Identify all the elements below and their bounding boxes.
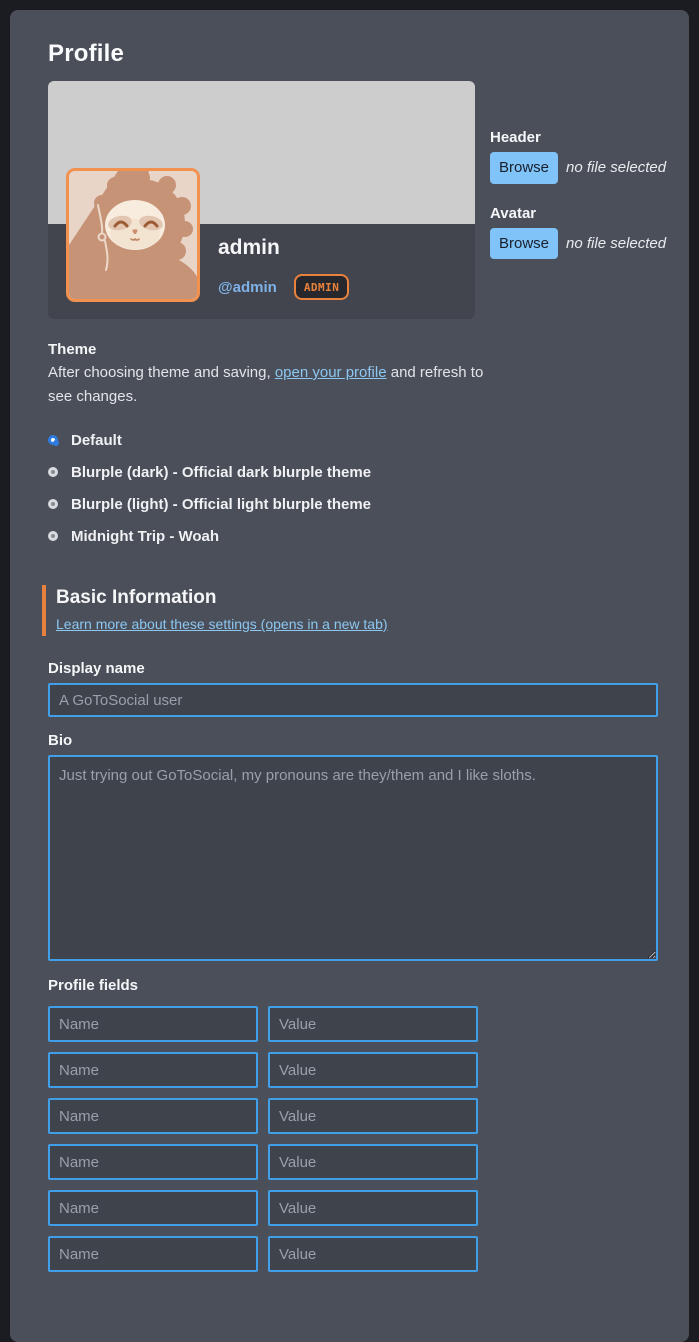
field-name-input[interactable] <box>48 1190 258 1226</box>
theme-option-label[interactable]: Blurple (light) - Official light blurple theme <box>71 495 371 513</box>
profile-field-row <box>48 1236 658 1272</box>
theme-description-before: After choosing theme and saving, <box>48 364 275 381</box>
display-name-input[interactable] <box>48 683 658 717</box>
field-value-input[interactable] <box>268 1190 478 1226</box>
bio-textarea[interactable] <box>48 755 658 961</box>
sloth-avatar-icon <box>69 171 197 299</box>
theme-option-label[interactable]: Default <box>71 431 122 449</box>
profile-avatar <box>66 168 200 302</box>
profile-fields-label: Profile fields <box>48 977 139 994</box>
field-name-input[interactable] <box>48 1236 258 1272</box>
radio-button-icon[interactable] <box>48 499 58 509</box>
avatar-browse-button[interactable]: Browse <box>490 228 558 260</box>
avatar-file-status: no file selected <box>566 234 667 252</box>
theme-section <box>48 341 658 552</box>
profile-card-names <box>218 237 349 300</box>
field-value-input[interactable] <box>268 1052 478 1088</box>
header-upload-label: Header <box>490 129 541 146</box>
header-browse-button[interactable]: Browse <box>490 152 558 184</box>
profile-settings-panel <box>10 10 689 1342</box>
card-display-name: admin <box>218 236 280 259</box>
field-name-input[interactable] <box>48 1098 258 1134</box>
theme-label: Theme <box>48 341 97 358</box>
upload-column <box>490 81 666 280</box>
theme-option-blurple-dark[interactable] <box>48 456 658 488</box>
theme-description <box>48 361 498 409</box>
profile-field-row <box>48 1052 658 1088</box>
display-name-label: Display name <box>48 660 145 677</box>
card-username: @admin <box>218 278 277 296</box>
field-name-input[interactable] <box>48 1006 258 1042</box>
theme-description-after: and refresh to see changes. <box>48 364 484 405</box>
basic-information-heading: Basic Information <box>56 587 217 608</box>
profile-fields-list <box>48 1006 658 1272</box>
avatar-upload-label: Avatar <box>490 204 537 222</box>
profile-field-row <box>48 1144 658 1180</box>
page-title: Profile <box>48 40 125 67</box>
theme-option-midnight-trip[interactable] <box>48 520 658 552</box>
basic-information-section-header <box>42 585 658 636</box>
profile-preview-section <box>48 81 667 319</box>
radio-button-icon[interactable] <box>48 531 58 541</box>
radio-button-icon[interactable] <box>48 435 58 445</box>
header-file-status: no file selected <box>566 159 667 177</box>
field-value-input[interactable] <box>268 1006 478 1042</box>
field-name-input[interactable] <box>48 1052 258 1088</box>
open-profile-link[interactable]: open your profile <box>274 364 387 381</box>
profile-preview-card <box>48 81 475 319</box>
profile-field-row <box>48 1190 658 1226</box>
theme-option-label[interactable]: Midnight Trip - Woah <box>71 527 220 545</box>
learn-more-link[interactable]: Learn more about these settings (opens in a new tab) <box>56 616 388 632</box>
field-name-input[interactable] <box>48 1144 258 1180</box>
field-value-input[interactable] <box>268 1098 478 1134</box>
field-value-input[interactable] <box>268 1236 478 1272</box>
admin-role-badge: ADMIN <box>294 274 350 300</box>
radio-button-icon[interactable] <box>48 467 58 477</box>
field-value-input[interactable] <box>268 1144 478 1180</box>
theme-option-blurple-light[interactable] <box>48 488 658 520</box>
profile-field-row <box>48 1006 658 1042</box>
theme-option-label[interactable]: Blurple (dark) - Official dark blurple theme <box>71 463 372 481</box>
profile-field-row <box>48 1098 658 1134</box>
theme-option-default[interactable] <box>48 424 658 456</box>
bio-label: Bio <box>48 732 73 749</box>
theme-radio-group <box>48 424 658 552</box>
